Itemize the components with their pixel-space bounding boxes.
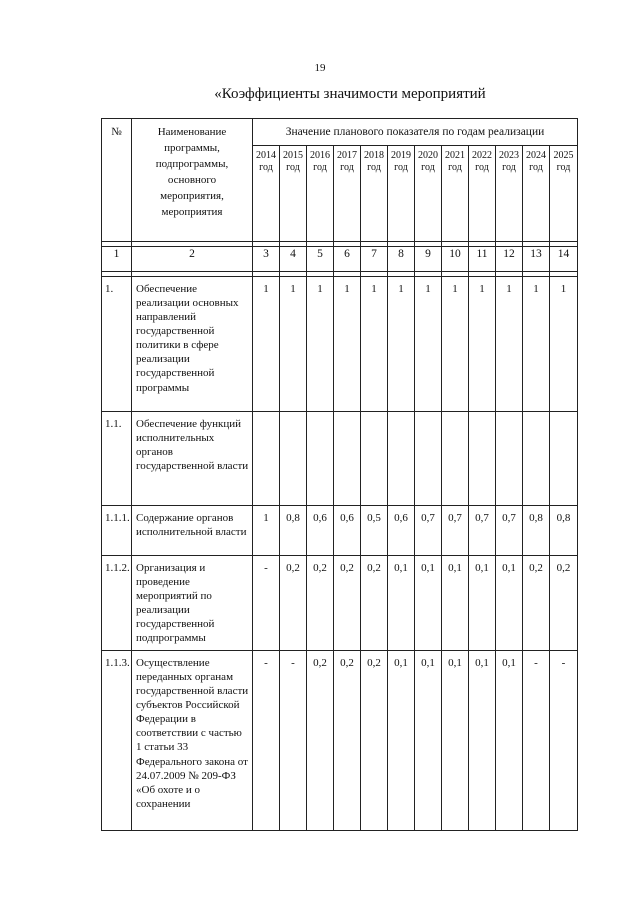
page-title: «Коэффициенты значимости мероприятий <box>214 86 486 102</box>
column-index-row <box>102 247 578 272</box>
table-row <box>102 506 578 556</box>
header-year-group: Значение планового показателя по годам реализации <box>253 119 578 146</box>
row-value: 1 <box>253 277 280 412</box>
row-value <box>496 412 523 506</box>
column-index: 6 <box>334 247 361 272</box>
column-index: 7 <box>361 247 388 272</box>
row-value: 0,1 <box>496 651 523 831</box>
row-value <box>253 412 280 506</box>
row-name: Обеспечение реализации основных направлений государственной политики в сфере реализации государственной программы <box>132 277 253 412</box>
header-year: 2019 год <box>388 146 415 242</box>
row-value: 1 <box>334 277 361 412</box>
row-value: - <box>550 651 578 831</box>
row-value: 0,1 <box>469 556 496 651</box>
row-value: 0,8 <box>523 506 550 556</box>
row-value: 1 <box>361 277 388 412</box>
row-name: Осуществление переданных органам государственной власти субъектов Российской Федерации в соответствии с частью 1 статьи 33 Федерального закона от 24.07.2009 № 209-ФЗ «Об охоте и о сохранении <box>132 651 253 831</box>
row-value <box>523 412 550 506</box>
header-year: 2024 год <box>523 146 550 242</box>
row-name: Обеспечение функций исполнительных органов государственной власти <box>132 412 253 506</box>
row-value: - <box>253 651 280 831</box>
row-value: 0,6 <box>307 506 334 556</box>
row-number: 1.1. <box>102 412 132 506</box>
column-index: 1 <box>102 247 132 272</box>
header-year: 2015 год <box>280 146 307 242</box>
row-value: 0,1 <box>415 651 442 831</box>
row-value: 0,5 <box>361 506 388 556</box>
column-index: 10 <box>442 247 469 272</box>
row-value: 1 <box>496 277 523 412</box>
row-value: 0,1 <box>496 556 523 651</box>
header-year: 2023 год <box>496 146 523 242</box>
column-index: 3 <box>253 247 280 272</box>
column-index: 14 <box>550 247 578 272</box>
table-row <box>102 556 578 651</box>
column-index: 2 <box>132 247 253 272</box>
column-index: 13 <box>523 247 550 272</box>
row-value: 0,2 <box>361 651 388 831</box>
page-number: 19 <box>314 62 326 74</box>
row-value: 1 <box>415 277 442 412</box>
header-year: 2016 год <box>307 146 334 242</box>
row-value: 0,2 <box>523 556 550 651</box>
row-value: 0,1 <box>388 651 415 831</box>
row-value: 0,2 <box>334 556 361 651</box>
row-value: 0,1 <box>469 651 496 831</box>
row-value <box>442 412 469 506</box>
row-value: 1 <box>523 277 550 412</box>
row-value <box>415 412 442 506</box>
header-year: 2022 год <box>469 146 496 242</box>
row-value <box>280 412 307 506</box>
row-value: 0,2 <box>307 651 334 831</box>
table-row <box>102 277 578 412</box>
header-year: 2020 год <box>415 146 442 242</box>
column-index: 11 <box>469 247 496 272</box>
row-value: 0,1 <box>415 556 442 651</box>
header-row-top <box>102 119 578 146</box>
row-name: Содержание органов исполнительной власти <box>132 506 253 556</box>
row-number: 1.1.1. <box>102 506 132 556</box>
coefficients-table <box>101 118 578 831</box>
row-value: 1 <box>307 277 334 412</box>
row-value: 0,8 <box>550 506 578 556</box>
row-value <box>361 412 388 506</box>
row-value: 0,7 <box>442 506 469 556</box>
row-value: 0,2 <box>361 556 388 651</box>
row-value <box>469 412 496 506</box>
column-index: 9 <box>415 247 442 272</box>
row-value <box>550 412 578 506</box>
row-value: 1 <box>442 277 469 412</box>
header-year: 2017 год <box>334 146 361 242</box>
row-number: 1.1.3. <box>102 651 132 831</box>
table-row <box>102 412 578 506</box>
row-value: 0,2 <box>550 556 578 651</box>
row-value <box>388 412 415 506</box>
row-value: 0,2 <box>307 556 334 651</box>
header-name: Наименование программы, подпрограммы, основного мероприятия, мероприятия <box>132 119 253 242</box>
row-value: 0,8 <box>280 506 307 556</box>
row-value: 0,6 <box>388 506 415 556</box>
header-number: № <box>102 119 132 242</box>
header-year: 2021 год <box>442 146 469 242</box>
column-index: 8 <box>388 247 415 272</box>
row-value: 0,1 <box>442 556 469 651</box>
row-number: 1. <box>102 277 132 412</box>
row-value: 0,2 <box>280 556 307 651</box>
row-number: 1.1.2. <box>102 556 132 651</box>
row-value <box>334 412 361 506</box>
row-value: - <box>523 651 550 831</box>
row-value: 1 <box>280 277 307 412</box>
row-value: 0,7 <box>469 506 496 556</box>
header-year: 2014 год <box>253 146 280 242</box>
column-index: 4 <box>280 247 307 272</box>
row-value: 0,1 <box>442 651 469 831</box>
row-value: - <box>280 651 307 831</box>
column-index: 12 <box>496 247 523 272</box>
row-value: 1 <box>253 506 280 556</box>
row-value <box>307 412 334 506</box>
row-value: - <box>253 556 280 651</box>
row-value: 0,1 <box>388 556 415 651</box>
header-year: 2025 год <box>550 146 578 242</box>
row-value: 0,6 <box>334 506 361 556</box>
row-value: 1 <box>550 277 578 412</box>
row-value: 1 <box>469 277 496 412</box>
header-year: 2018 год <box>361 146 388 242</box>
column-index: 5 <box>307 247 334 272</box>
row-value: 0,2 <box>334 651 361 831</box>
row-value: 1 <box>388 277 415 412</box>
row-name: Организация и проведение мероприятий по реализации государственной подпрограммы <box>132 556 253 651</box>
row-value: 0,7 <box>415 506 442 556</box>
table-row <box>102 651 578 831</box>
row-value: 0,7 <box>496 506 523 556</box>
